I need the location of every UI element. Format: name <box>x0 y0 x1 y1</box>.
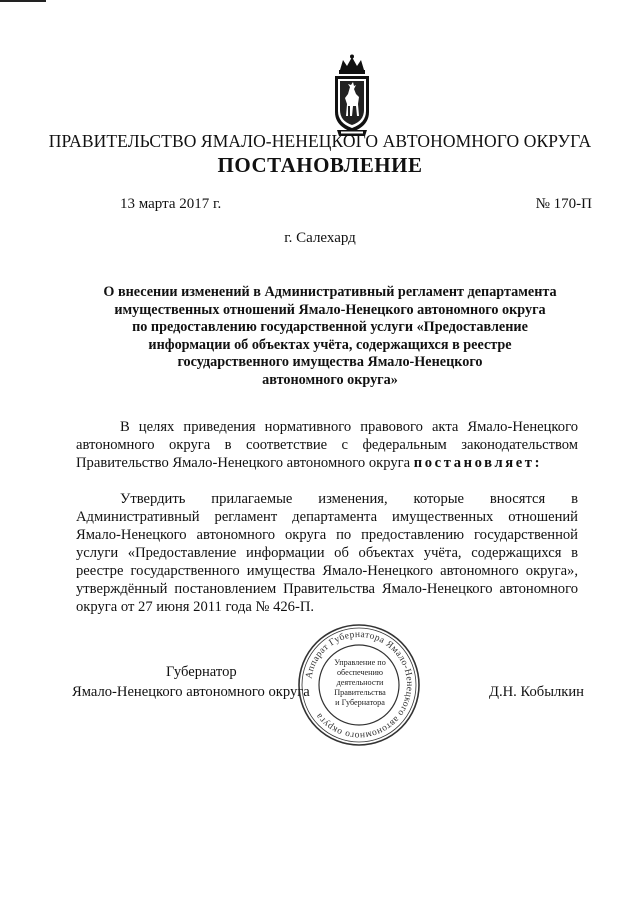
preamble-paragraph <box>76 418 578 472</box>
subject-line: имущественных отношений Ямало-Ненецкого автономного округа <box>114 301 546 318</box>
document-date: 13 марта 2017 г. <box>120 196 222 212</box>
resolution-paragraph: Утвердить прилагаемые изменения, которые вносятся в Административный регламент департамента имущественных отношений Ямало-Ненецкого автономного округа по предоставлению государственной услуги «Предоставление информации об объектах учёта, содержащихся в реестре государственного имущества Ямало-Ненецкого автономного округа», утверждённый постановлением Правительства Ямало-Ненецкого автономного округа от 27 июня 2011 года № 426-П. <box>76 491 578 615</box>
subject-line: О внесении изменений в Административный регламент департамента <box>103 284 557 300</box>
signatory-title-line2: Ямало-Ненецкого автономного округа <box>72 684 310 700</box>
stamp-inner-line: обеспечению <box>336 668 384 677</box>
subject-line: государственного имущества Ямало-Ненецкого <box>177 354 483 371</box>
subject-line: информации об объектах учёта, содержащихся в реестре <box>148 336 512 353</box>
document-type-title: ПОСТАНОВЛЕНИЕ <box>217 153 423 177</box>
stamp-inner-line: и Губернатора <box>335 698 385 707</box>
coat-of-arms-icon <box>329 54 375 138</box>
subject-line: автономного округа» <box>262 371 398 388</box>
stamp-inner-line: Управление по <box>334 658 386 667</box>
signatory-title-line1: Губернатор <box>166 664 237 680</box>
preamble-text: В целях приведения нормативного правового акта Ямало-Ненецкого автономного округа в соответствие с федеральным законодательством Правительство Ямало-Ненецкого автономного округа <box>76 419 578 471</box>
document-number: № 170-П <box>535 196 592 212</box>
document-subject <box>80 284 580 390</box>
decree-word: постановляет: <box>413 455 543 471</box>
signatory-name: Д.Н. Кобылкин <box>489 684 584 700</box>
document-city: г. Салехард <box>284 230 356 246</box>
stamp-inner-line: деятельности <box>336 678 384 687</box>
stamp-inner-line: Правительства <box>334 688 386 697</box>
stamp-inner-text <box>328 658 392 708</box>
organization-title: ПРАВИТЕЛЬСТВО ЯМАЛО-НЕНЕЦКОГО АВТОНОМНОГО ОКРУГА <box>48 131 592 151</box>
stamp-ring-text: Аппарат Губернатора Ямало-Ненецкого автономного округа <box>304 629 415 741</box>
subject-line: по предоставлению государственной услуги «Предоставление <box>132 319 528 336</box>
scan-corner-mark <box>0 0 46 2</box>
